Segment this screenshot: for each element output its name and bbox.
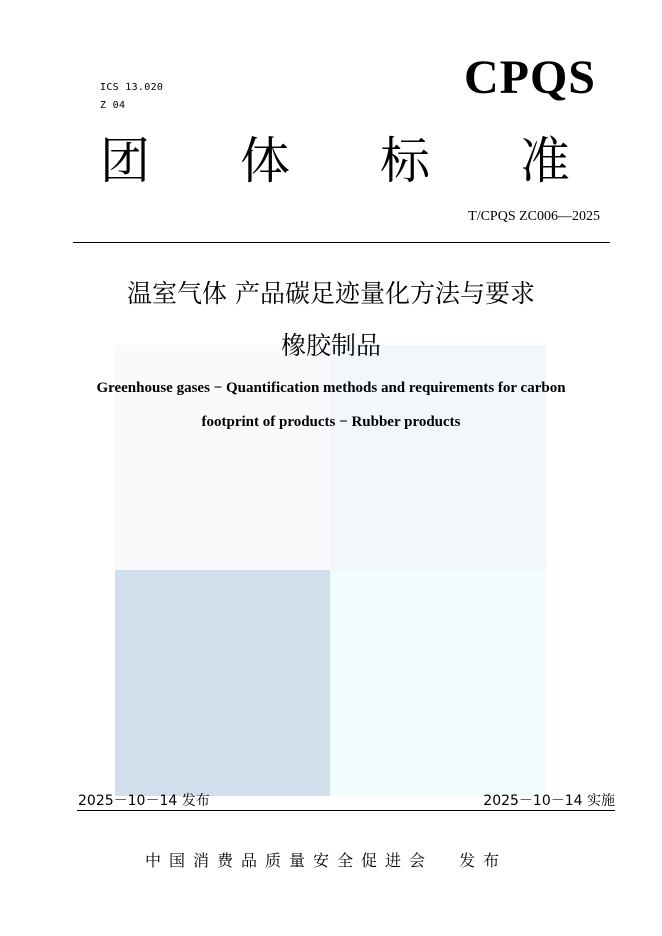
english-title-line-1: Greenhouse gases − Quantification methods and requirements for carbon: [96, 380, 566, 396]
publisher: 中国消费品质量安全促进会 发布: [145, 851, 508, 870]
footer-divider: [77, 810, 615, 811]
issue-date: 2025－10－14 发布: [78, 793, 210, 809]
chinese-title-line-2: 橡胶制品: [280, 331, 381, 360]
standard-type-char: 标: [380, 132, 430, 190]
standard-type-char: 准: [520, 132, 570, 190]
standard-type-title: [100, 130, 570, 192]
standard-type-char: 团: [100, 132, 150, 190]
standard-type-char: 体: [240, 132, 290, 190]
header-divider: [73, 242, 610, 243]
chinese-title-line-1: 温室气体 产品碳足迹量化方法与要求: [127, 279, 535, 308]
english-title-line-2: footprint of products − Rubber products: [201, 414, 461, 430]
cpqs-logo: CPQS: [463, 51, 596, 104]
background-block-bottom-right: [330, 570, 546, 796]
ccs-code: Z 04: [100, 100, 126, 111]
standard-number: T/CPQS ZC006—2025: [468, 209, 600, 224]
implementation-date: 2025－10－14 实施: [483, 793, 615, 809]
ics-code: ICS 13.020: [100, 82, 164, 93]
background-block-bottom-left: [115, 570, 330, 796]
